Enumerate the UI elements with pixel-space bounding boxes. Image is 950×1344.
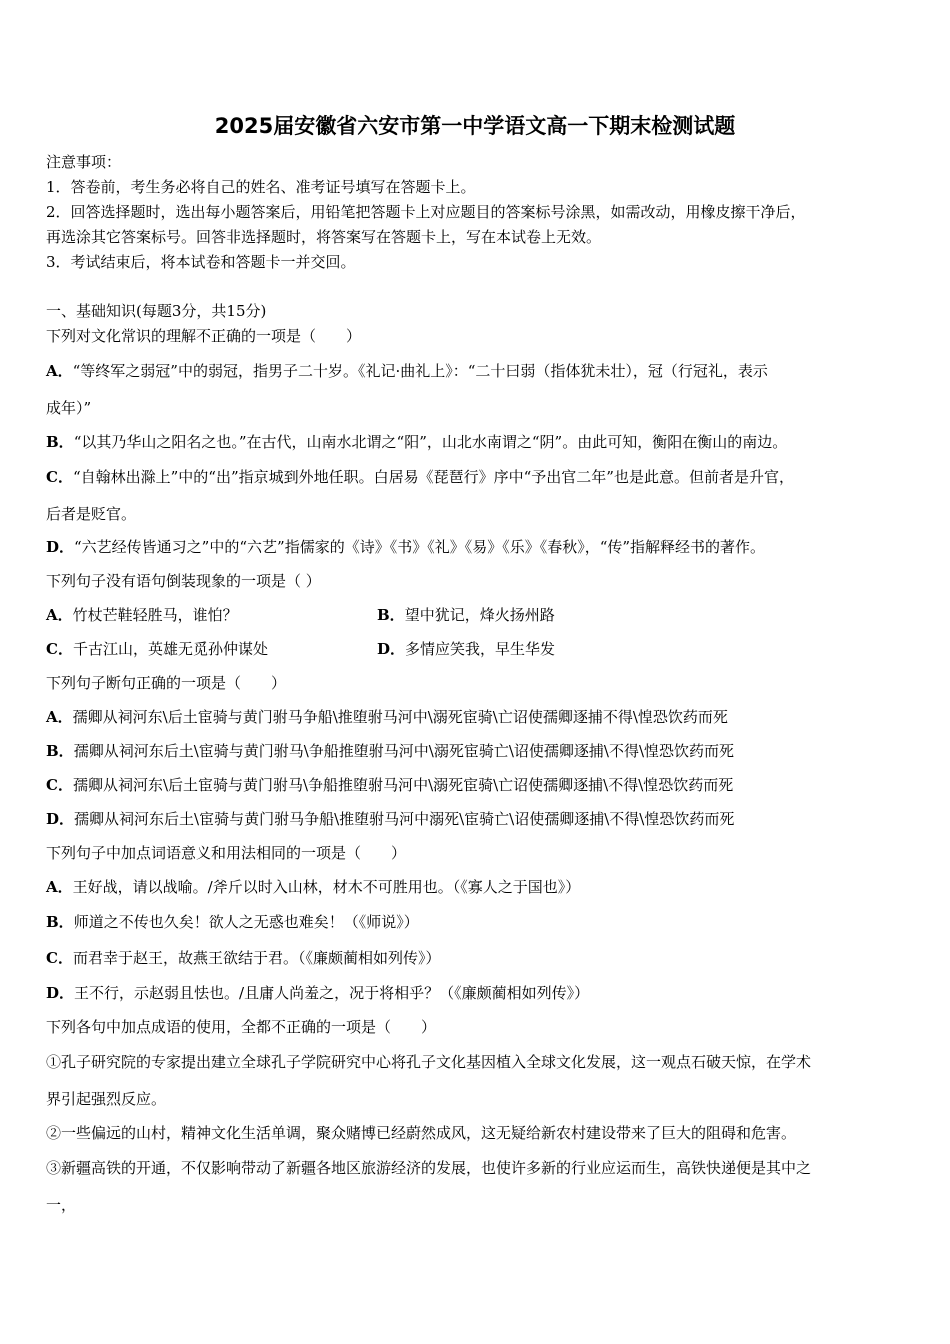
option-label: D． bbox=[46, 984, 75, 1002]
q5-statement-1-continued: 界引起强烈反应。 bbox=[46, 1090, 167, 1108]
option-text: “自翰林出滁上”中的“出”指京城到外地任职。白居易《琵琶行》序中“予出官二年”也是此意。但前者是升官， bbox=[72, 468, 794, 486]
q2-option-d bbox=[377, 639, 555, 659]
option-label: B． bbox=[46, 433, 74, 451]
option-text: 竹杖芒鞋轻胜马，谁怕？ bbox=[72, 606, 238, 624]
option-text: 望中犹记，烽火扬州路 bbox=[404, 606, 555, 624]
option-label: D． bbox=[377, 640, 406, 658]
q2-option-c bbox=[46, 639, 268, 659]
q1-option-b bbox=[46, 432, 787, 452]
q1-option-a bbox=[46, 361, 768, 381]
notice-item-1: 1．答卷前，考生务必将自己的姓名、准考证号填写在答题卡上。 bbox=[46, 178, 476, 196]
option-label: C． bbox=[46, 776, 73, 794]
option-text: 而君幸于赵王，故燕王欲结于君。（《廉颇蔺相如列传》） bbox=[72, 949, 441, 967]
option-text: 王好战，请以战喻。/斧斤以时入山林，材木不可胜用也。（《寡人之于国也》） bbox=[72, 878, 581, 896]
option-label: C． bbox=[46, 640, 73, 658]
option-label: B． bbox=[377, 606, 405, 624]
q1-option-d bbox=[46, 537, 765, 557]
q3-option-a bbox=[46, 707, 728, 727]
option-text: 王不行，示赵弱且怯也。/且庸人尚羞之，况于将相乎？（《廉颇蔺相如列传》） bbox=[74, 984, 590, 1002]
option-text: 千古江山，英雄无觅孙仲谋处 bbox=[72, 640, 268, 658]
q4-option-c bbox=[46, 948, 440, 968]
q2-option-a bbox=[46, 605, 238, 625]
option-label: B． bbox=[46, 913, 74, 931]
q5-stem: 下列各句中加点成语的使用，全都不正确的一项是（ ） bbox=[46, 1018, 437, 1036]
q5-statement-1: ①孔子研究院的专家提出建立全球孔子学院研究中心将孔子文化基因植入全球文化发展，这一观点石破天惊，在学术 bbox=[46, 1053, 812, 1071]
q4-stem: 下列句子中加点词语意义和用法相同的一项是（ ） bbox=[46, 844, 407, 862]
q1-stem: 下列对文化常识的理解不正确的一项是（ ） bbox=[46, 327, 362, 345]
q3-option-c bbox=[46, 775, 733, 795]
q3-option-b bbox=[46, 741, 734, 761]
section-heading: 一、基础知识(每题3分，共15分) bbox=[46, 302, 267, 320]
q1-option-c-continued: 后者是贬官。 bbox=[46, 505, 137, 523]
q3-option-d bbox=[46, 809, 734, 829]
q4-option-d bbox=[46, 983, 589, 1003]
notice-heading: 注意事项： bbox=[46, 153, 122, 171]
option-text: 孺卿从祠河东\后土宦骑与黄门驸马争船\推堕驸马河中\溺死宦骑\亡诏使孺卿逐捕不得\惶恐饮药而死 bbox=[72, 708, 728, 726]
q5-statement-3-continued: 一， bbox=[46, 1196, 77, 1214]
q2-option-b bbox=[377, 605, 555, 625]
option-text: “六艺经传皆通习之”中的“六艺”指儒家的《诗》《书》《礼》《易》《乐》《春秋》，“传”指解释经书的著作。 bbox=[74, 538, 766, 556]
option-label: A． bbox=[46, 878, 73, 896]
exam-title: 2025届安徽省六安市第一中学语文高一下期末检测试题 bbox=[214, 114, 736, 138]
option-text: “以其乃华山之阳名之也。”在古代，山南水北谓之“阳”，山北水南谓之“阴”。由此可知，衡阳在衡山的南边。 bbox=[73, 433, 788, 451]
q4-option-a bbox=[46, 877, 580, 897]
option-label: A． bbox=[46, 708, 73, 726]
option-label: D． bbox=[46, 538, 75, 556]
notice-item-3: 3．考试结束后，将本试卷和答题卡一并交回。 bbox=[46, 253, 356, 271]
option-label: C． bbox=[46, 468, 73, 486]
notice-item-2-continued: 再选涂其它答案标号。回答非选择题时，将答案写在答题卡上，写在本试卷上无效。 bbox=[46, 228, 602, 246]
notice-item-2: 2．回答选择题时，选出每小题答案后，用铅笔把答题卡上对应题目的答案标号涂黑，如需改动，用橡皮擦干净后， bbox=[46, 203, 806, 221]
option-text: 孺卿从祠河东后土\宦骑与黄门驸马\争船推堕驸马河中\溺死宦骑亡\诏使孺卿逐捕\不得\惶恐饮药而死 bbox=[73, 742, 735, 760]
q1-option-a-continued: 成年）” bbox=[46, 399, 92, 417]
option-label: C． bbox=[46, 949, 73, 967]
option-label: B． bbox=[46, 742, 74, 760]
option-text: 师道之不传也久矣！欲人之无惑也难矣！（《师说》） bbox=[73, 913, 419, 931]
option-label: D． bbox=[46, 810, 75, 828]
option-text: 孺卿从祠河东\后土宦骑与黄门驸马\争船推堕驸马河中\溺死宦骑\亡诏使孺卿逐捕\不得\惶恐饮药而死 bbox=[72, 776, 734, 794]
q4-option-b bbox=[46, 912, 419, 932]
q5-statement-3: ③新疆高铁的开通，不仅影响带动了新疆各地区旅游经济的发展，也使许多新的行业应运而生，高铁快递便是其中之 bbox=[46, 1159, 812, 1177]
q5-statement-2: ②一些偏远的山村，精神文化生活单调，聚众赌博已经蔚然成风，这无疑给新农村建设带来了巨大的阻碍和危害。 bbox=[46, 1124, 797, 1142]
option-text: 孺卿从祠河东后土\宦骑与黄门驸马争船\推堕驸马河中溺死\宦骑亡\诏使孺卿逐捕\不得\惶恐饮药而死 bbox=[74, 810, 735, 828]
option-text: 多情应笑我，早生华发 bbox=[405, 640, 556, 658]
q2-stem: 下列句子没有语句倒装现象的一项是（ ） bbox=[46, 572, 321, 590]
option-text: “等终军之弱冠”中的弱冠，指男子二十岁。《礼记·曲礼上》：“二十曰弱（指体犹未壮），冠（行冠礼，表示 bbox=[72, 362, 768, 380]
q3-stem: 下列句子断句正确的一项是（ ） bbox=[46, 674, 287, 692]
option-label: A． bbox=[46, 362, 73, 380]
q1-option-c bbox=[46, 467, 794, 487]
option-label: A． bbox=[46, 606, 73, 624]
